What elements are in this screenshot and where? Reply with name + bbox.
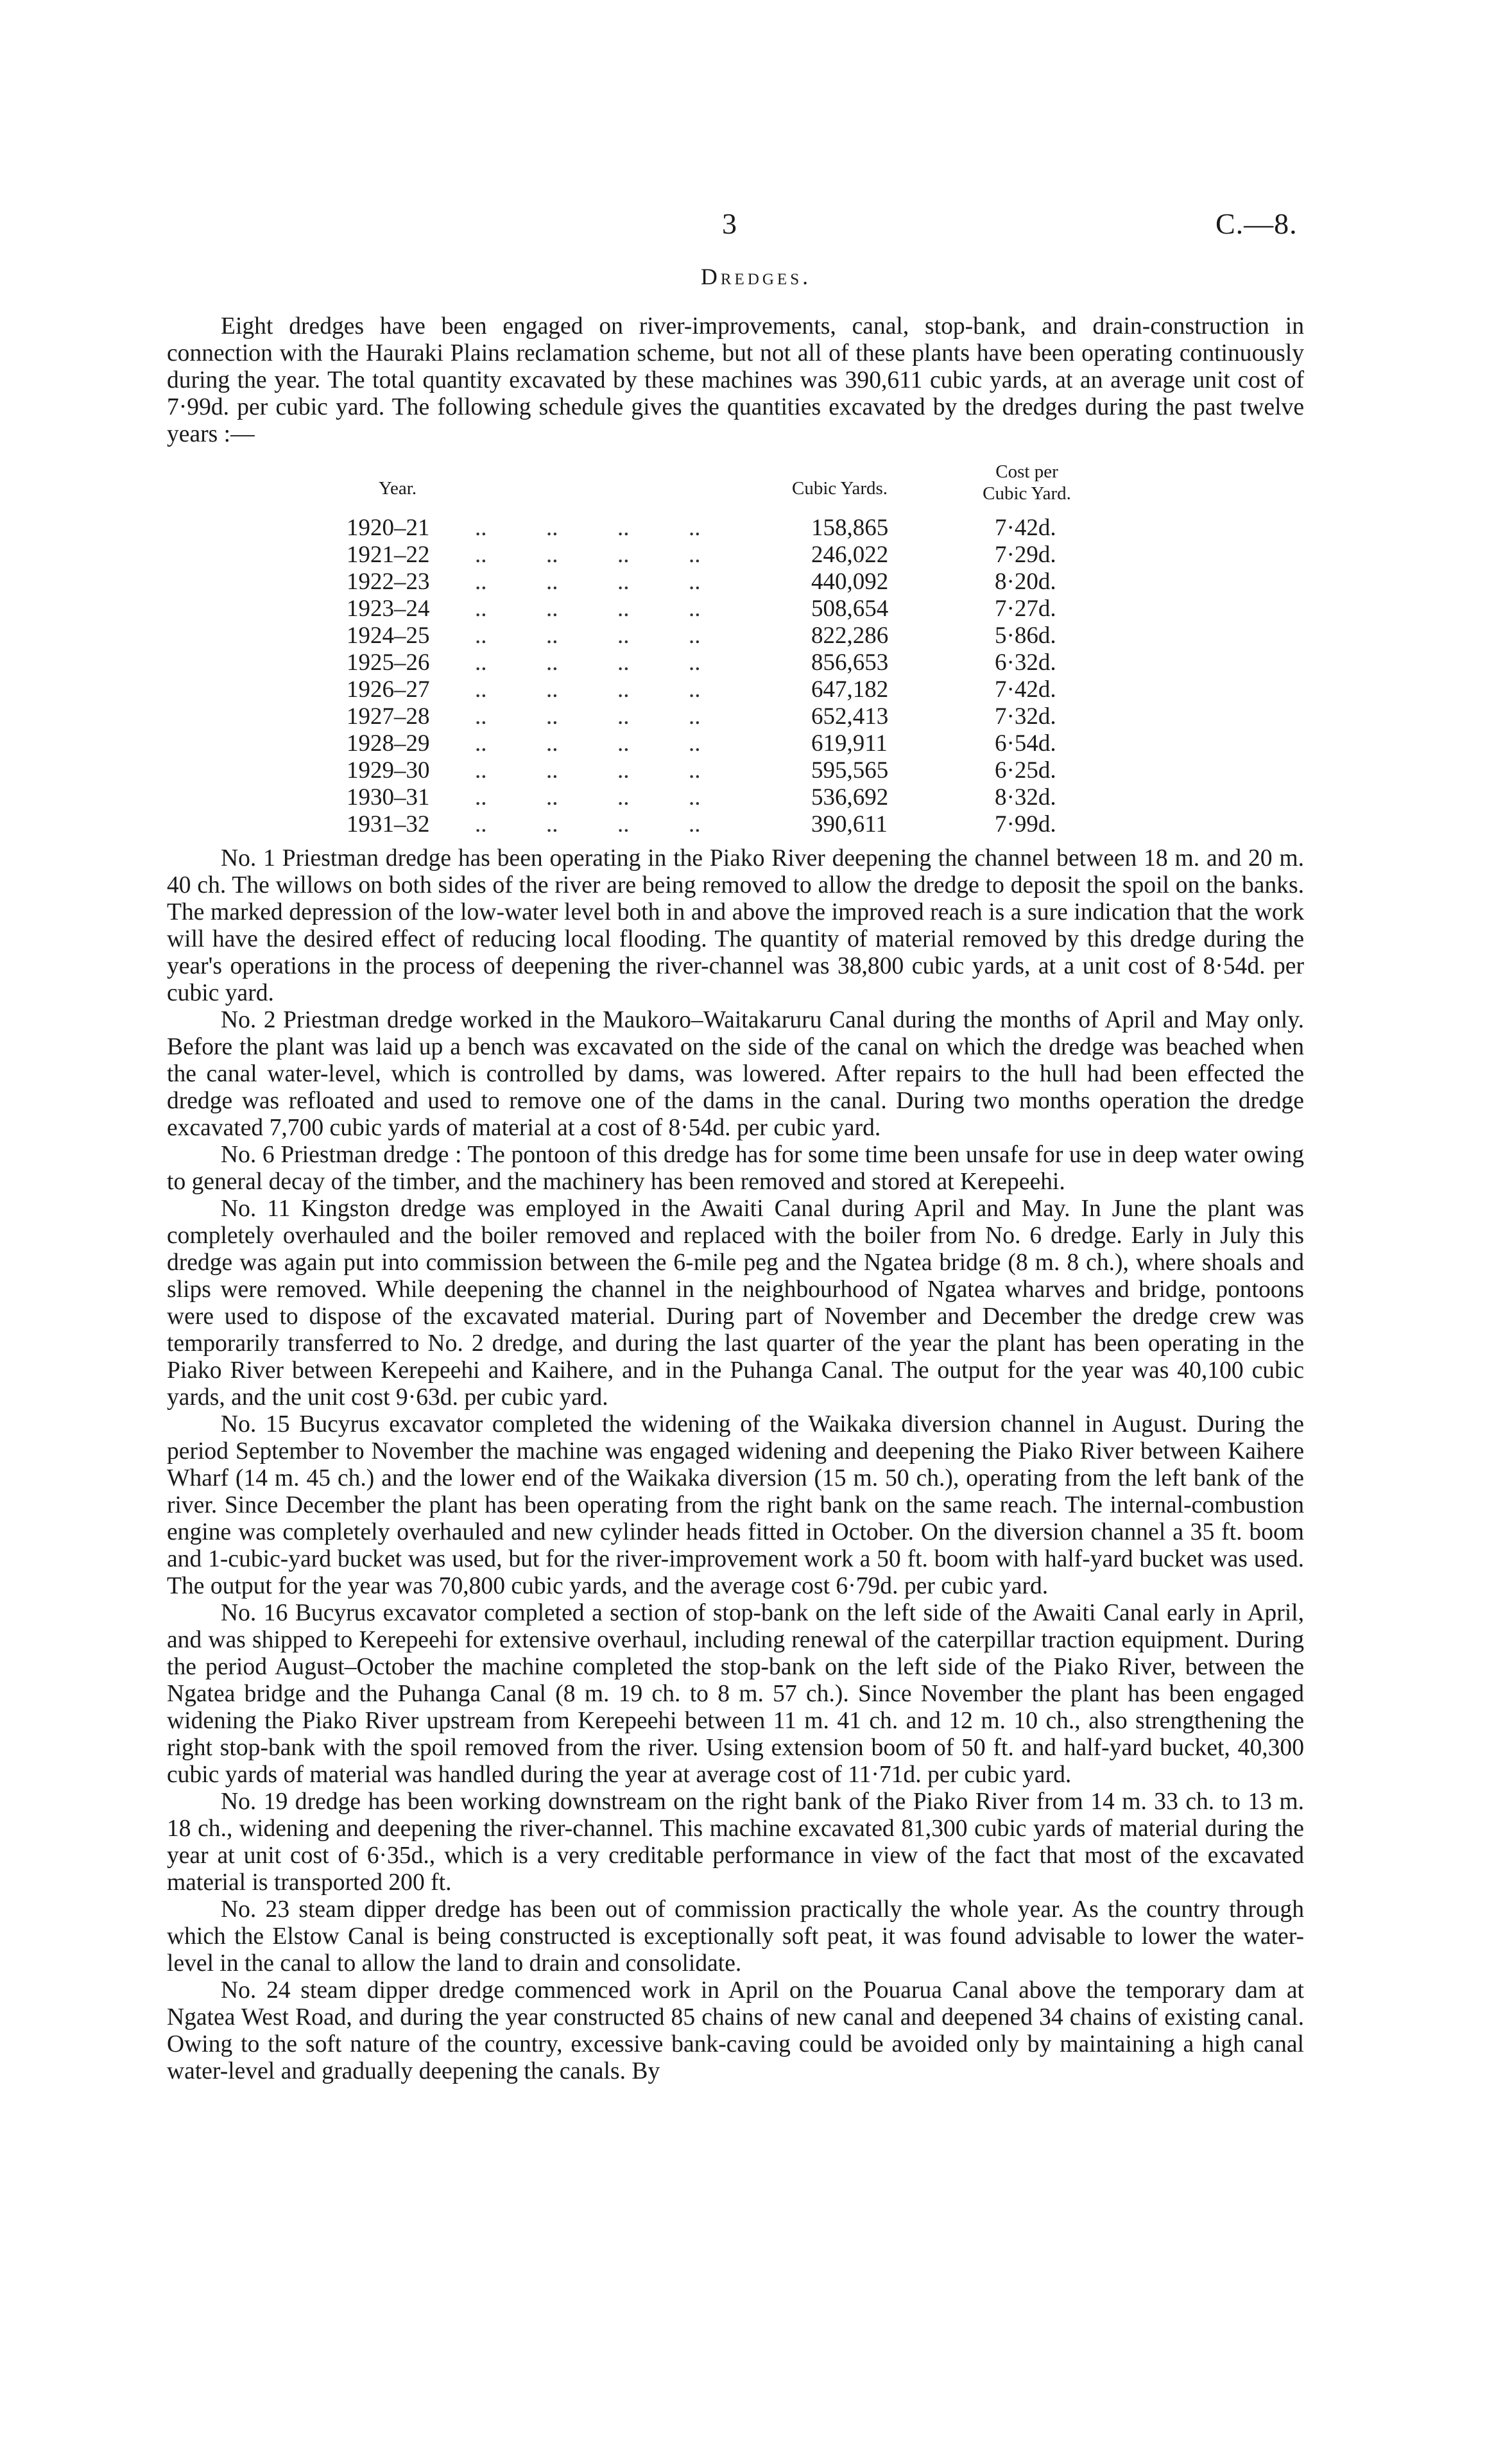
year-cell: 1931–32 <box>347 811 430 837</box>
year-cell: 1923–24 <box>347 596 430 622</box>
cubic-yards-cell: 595,565 <box>811 757 889 784</box>
table-row <box>347 515 1181 542</box>
body-paragraph: No. 19 dredge has been working downstream on the right bank of the Piako River from 14 m. 33 ch. to 13 m. 18 ch., widening and deepening the river-channel. This machine excavated 81,300 cubic yards of material during the year at unit cost of 6·35d., which is a very creditable performance in view of the fact that most of the excavated material is transported 200 ft. <box>167 1789 1304 1896</box>
body-paragraph: No. 1 Priestman dredge has been operating in the Piako River deepening the channel between 18 m. and 20 m. 40 ch. The willows on both sides of the river are being removed to allow the dredge to deposit the spoil on the banks. The marked depression of the low-water level both in and above the improved reach is a sure indication that the work will have the desired effect of reducing local flooding. The quantity of material removed by this dredge during the year's operations in the process of deepening the river-channel was 38,800 cubic yards, at a unit cost of 8·54d. per cubic yard. <box>167 845 1304 1006</box>
cost-cell: 8·32d. <box>995 784 1056 811</box>
table-row <box>347 757 1181 784</box>
intro-paragraph: Eight dredges have been engaged on river-improvements, canal, stop-bank, and drain-construction in connection with the Hauraki Plains reclamation scheme, but not all of these plants have been operating continuously during the year. The total quantity excavated by these machines was 390,611 cubic yards, at an average unit cost of 7·99d. per cubic yard. The following schedule gives the quantities excavated by the dredges during the past twelve years :— <box>167 313 1304 447</box>
year-cell: 1930–31 <box>347 784 430 811</box>
cost-cell: 7·99d. <box>995 811 1056 837</box>
table-row <box>347 676 1181 703</box>
year-cell: 1927–28 <box>347 703 430 730</box>
table-row <box>347 596 1181 622</box>
body-paragraph: No. 15 Bucyrus excavator completed the widening of the Waikaka diversion channel in August. During the period September to November the machine was engaged widening and deepening the Piako River between Kaihere Wharf (14 m. 45 ch.) and the lower end of the Waikaka diversion (15 m. 50 ch.), operating from the left bank of the river. Since December the plant has been operating from the right bank on the same reach. The internal-combustion engine was completely overhauled and new cylinder heads fitted in October. On the diversion channel a 35 ft. boom and 1-cubic-yard bucket was used, but for the river-improvement work a 50 ft. boom with half-yard bucket was used. The output for the year was 70,800 cubic yards, and the average cost 6·79d. per cubic yard. <box>167 1411 1304 1599</box>
year-cell: 1922–23 <box>347 569 430 595</box>
header-cost-line2: Cubic Yard. <box>983 483 1071 504</box>
cubic-yards-cell: 647,182 <box>811 676 889 703</box>
cubic-yards-cell: 508,654 <box>811 596 889 622</box>
cost-cell: 5·86d. <box>995 622 1056 649</box>
cost-cell: 6·32d. <box>995 649 1056 676</box>
cubic-yards-cell: 158,865 <box>811 515 889 541</box>
header-year: Year. <box>379 478 417 499</box>
cubic-yards-cell: 652,413 <box>811 703 889 730</box>
cubic-yards-cell: 246,022 <box>811 542 889 568</box>
table-row <box>347 622 1181 649</box>
table-row <box>347 569 1181 596</box>
year-cell: 1925–26 <box>347 649 430 676</box>
leader-dots: .. .. .. .. <box>475 649 701 676</box>
leader-dots: .. .. .. .. <box>475 784 701 811</box>
body-paragraph: No. 11 Kingston dredge was employed in the Awaiti Canal during April and May. In June the plant was completely overhauled and the boiler removed and replaced with the boiler from No. 6 dredge. Early in July this dredge was again put into commission between the 6-mile peg and the Ngatea bridge (8 m. 8 ch.), where shoals and slips were removed. While deepening the channel in the neighbourhood of Ngatea wharves and bridge, pontoons were used to dispose of the excavated material. During part of November and December the dredge crew was temporarily transferred to No. 2 dredge, and during the last quarter of the year the plant has been operating in the Piako River between Kerepeehi and Kaihere, and in the Puhanga Canal. The output for the year was 40,100 cubic yards, and the unit cost 9·63d. per cubic yard. <box>167 1196 1304 1411</box>
dredge-reports <box>167 845 1304 2085</box>
year-cell: 1926–27 <box>347 676 430 703</box>
leader-dots: .. .. .. .. <box>475 730 701 757</box>
leader-dots: .. .. .. .. <box>475 622 701 649</box>
cost-cell: 8·20d. <box>995 569 1056 595</box>
body-paragraph: No. 6 Priestman dredge : The pontoon of this dredge has for some time been unsafe for use in deep water owing to general decay of the timber, and the machinery has been removed and stored at Kerepeehi. <box>167 1142 1304 1195</box>
body-paragraph: No. 23 steam dipper dredge has been out of commission practically the whole year. As the country through which the Elstow Canal is being constructed is exceptionally soft peat, it was found advisable to lower the water-level in the canal to allow the land to drain and consolidate. <box>167 1896 1304 1977</box>
intro-section <box>167 313 1304 448</box>
leader-dots: .. .. .. .. <box>475 569 701 595</box>
leader-dots: .. .. .. .. <box>475 811 701 837</box>
leader-dots: .. .. .. .. <box>475 596 701 622</box>
header-cubic-yards: Cubic Yards. <box>792 478 888 499</box>
year-cell: 1924–25 <box>347 622 430 649</box>
cost-cell: 7·29d. <box>995 542 1056 568</box>
cost-cell: 6·25d. <box>995 757 1056 784</box>
cubic-yards-cell: 440,092 <box>811 569 889 595</box>
cost-cell: 7·42d. <box>995 676 1056 703</box>
body-paragraph: No. 24 steam dipper dredge commenced work in April on the Pouarua Canal above the temporary dam at Ngatea West Road, and during the year constructed 85 chains of new canal and deepened 34 chains of existing canal. Owing to the soft nature of the country, excessive bank-caving could be avoided only by maintaining a high canal water-level and gradually deepening the canals. By <box>167 1977 1304 2084</box>
table-row <box>347 542 1181 569</box>
cost-cell: 7·42d. <box>995 515 1056 541</box>
cost-cell: 7·27d. <box>995 596 1056 622</box>
cost-cell: 6·54d. <box>995 730 1056 757</box>
table-row <box>347 784 1181 811</box>
table-row <box>347 649 1181 676</box>
header-cost-line1: Cost per <box>995 461 1058 482</box>
cubic-yards-cell: 536,692 <box>811 784 889 811</box>
header-cost-per-cubic-yard <box>950 461 1104 504</box>
year-cell: 1920–21 <box>347 515 430 541</box>
leader-dots: .. .. .. .. <box>475 515 701 541</box>
year-cell: 1921–22 <box>347 542 430 568</box>
cubic-yards-cell: 822,286 <box>811 622 889 649</box>
year-cell: 1929–30 <box>347 757 430 784</box>
leader-dots: .. .. .. .. <box>475 676 701 703</box>
table-row <box>347 811 1181 838</box>
dredging-schedule-table <box>347 461 1181 838</box>
schedule-rows <box>347 515 1181 838</box>
cubic-yards-cell: 856,653 <box>811 649 889 676</box>
leader-dots: .. .. .. .. <box>475 542 701 568</box>
body-paragraph: No. 16 Bucyrus excavator completed a section of stop-bank on the left side of the Awaiti Canal early in April, and was shipped to Kerepeehi for extensive overhaul, including renewal of the caterpillar traction equipment. During the period August–October the machine completed the stop-bank on the left side of the Piako River, between the Ngatea bridge and the Puhanga Canal (8 m. 19 ch. to 8 m. 57 ch.). Since November the plant has been engaged widening the Piako River upstream from Kerepeehi between 11 m. 41 ch. and 12 m. 10 ch., also strengthening the right stop-bank with the spoil removed from the river. Using extension boom of 50 ft. and half-yard bucket, 40,300 cubic yards of material was handled during the year at average cost of 11·71d. per cubic yard. <box>167 1600 1304 1788</box>
table-row <box>347 703 1181 730</box>
table-row <box>347 730 1181 757</box>
section-title: Dredges. <box>700 264 812 289</box>
leader-dots: .. .. .. .. <box>475 757 701 784</box>
document-reference: C.—8. <box>1216 207 1298 240</box>
leader-dots: .. .. .. .. <box>475 703 701 730</box>
cubic-yards-cell: 390,611 <box>811 811 888 837</box>
year-cell: 1928–29 <box>347 730 430 757</box>
cubic-yards-cell: 619,911 <box>811 730 888 757</box>
cost-cell: 7·32d. <box>995 703 1056 730</box>
page-number: 3 <box>722 207 737 240</box>
schedule-header-row <box>347 461 1181 515</box>
body-paragraph: No. 2 Priestman dredge worked in the Maukoro–Waitakaruru Canal during the months of April and May only. Before the plant was laid up a bench was excavated on the side of the canal on which the dredge was beached when the canal water-level, which is controlled by dams, was lowered. After repairs to the hull had been effected the dredge was refloated and used to remove one of the dams in the canal. During two months operation the dredge excavated 7,700 cubic yards of material at a cost of 8·54d. per cubic yard. <box>167 1007 1304 1141</box>
page-header <box>0 207 1512 245</box>
